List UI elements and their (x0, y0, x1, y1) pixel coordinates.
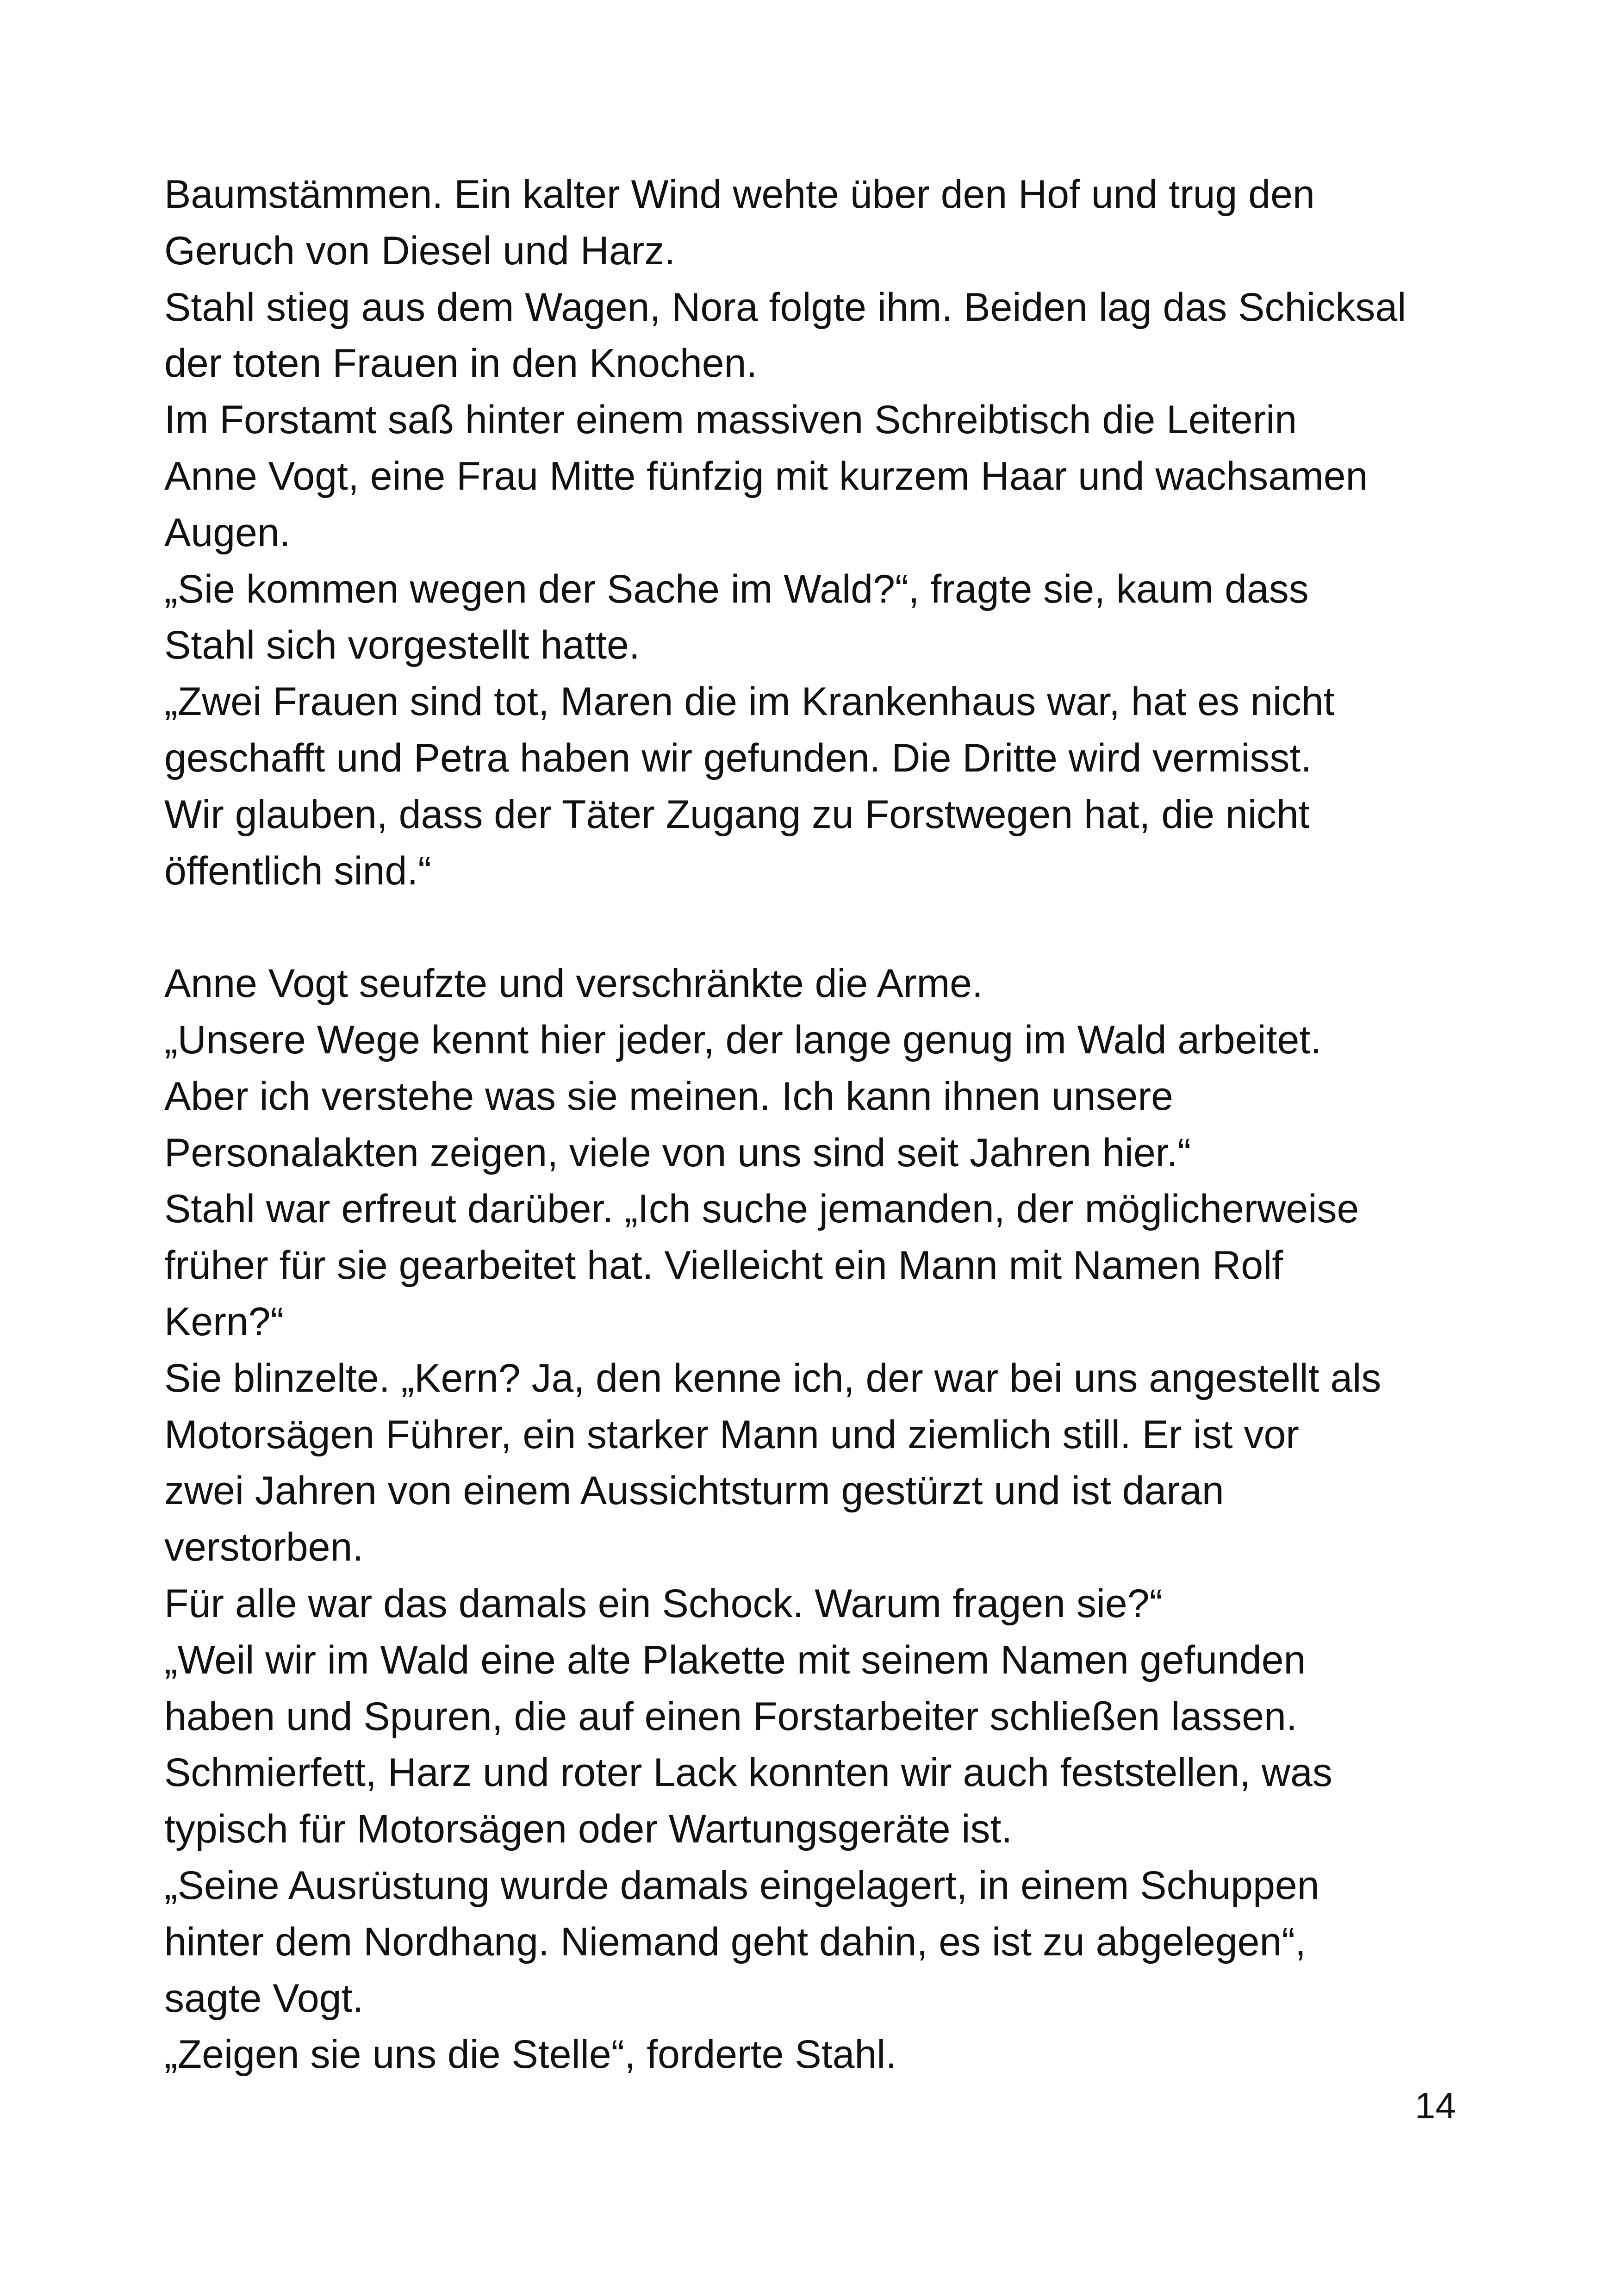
text-line: Im Forstamt saß hinter einem massiven Schreibtisch die Leiterin (164, 398, 1297, 442)
text-line: früher für sie gearbeitet hat. Vielleicht ein Mann mit Namen Rolf (164, 1243, 1283, 1288)
text-line: „Weil wir im Wald eine alte Plakette mit seinem Namen gefunden (164, 1637, 1306, 1682)
text-line: Schmierfett, Harz und roter Lack konnten wir auch feststellen, was (164, 1750, 1332, 1795)
text-line: „Zwei Frauen sind tot, Maren die im Krankenhaus war, hat es nicht (164, 679, 1335, 724)
text-line: „Sie kommen wegen der Sache im Wald?“, fragte sie, kaum dass (164, 566, 1309, 611)
text-line: Personalakten zeigen, viele von uns sind seit Jahren hier.“ (164, 1130, 1191, 1175)
text-line: „Zeigen sie uns die Stelle“, forderte Stahl. (164, 2032, 897, 2077)
text-line: haben und Spuren, die auf einen Forstarbeiter schließen lassen. (164, 1694, 1297, 1739)
text-line: typisch für Motorsägen oder Wartungsgeräte ist. (164, 1807, 1013, 1852)
text-line: Anne Vogt seufzte und verschränkte die Arme. (164, 961, 983, 1006)
text-line: Stahl sich vorgestellt hatte. (164, 623, 640, 668)
text-line: Baumstämmen. Ein kalter Wind wehte über den Hof und trug den (164, 172, 1315, 217)
text-line: Für alle war das damals ein Schock. Warum fragen sie?“ (164, 1581, 1163, 1626)
text-line: sagte Vogt. (164, 1976, 364, 2021)
text-line: verstorben. (164, 1525, 364, 1570)
text-line: Stahl war erfreut darüber. „Ich suche jemanden, der möglicherweise (164, 1187, 1359, 1232)
text-line: öffentlich sind.“ (164, 848, 431, 893)
text-line: hinter dem Nordhang. Niemand geht dahin, es ist zu abgelegen“, (164, 1919, 1306, 1964)
text-line: Geruch von Diesel und Harz. (164, 228, 676, 273)
text-line: Wir glauben, dass der Täter Zugang zu Forstwegen hat, die nicht (164, 792, 1310, 837)
text-line: „Seine Ausrüstung wurde damals eingelagert, in einem Schuppen (164, 1863, 1319, 1908)
text-line: „Unsere Wege kennt hier jeder, der lange genug im Wald arbeitet. (164, 1017, 1322, 1062)
text-line: Kern?“ (164, 1299, 284, 1344)
text-line: geschafft und Petra haben wir gefunden. Die Dritte wird vermisst. (164, 735, 1312, 780)
text-line: Sie blinzelte. „Kern? Ja, den kenne ich, der war bei uns angestellt als (164, 1356, 1382, 1400)
page-number: 14 (1415, 2085, 1456, 2126)
text-line: Stahl stieg aus dem Wagen, Nora folgte ihm. Beiden lag das Schicksal (164, 285, 1406, 330)
text-line: Augen. (164, 510, 291, 555)
text-line: Anne Vogt, eine Frau Mitte fünfzig mit kurzem Haar und wachsamen (164, 454, 1368, 498)
text-line: Aber ich verstehe was sie meinen. Ich kann ihnen unsere (164, 1074, 1173, 1119)
body-text (164, 167, 1497, 2083)
paragraph-gap (164, 899, 1497, 956)
text-line: zwei Jahren von einem Aussichtsturm gestürzt und ist daran (164, 1468, 1224, 1513)
text-line: Motorsägen Führer, ein starker Mann und ziemlich still. Er ist vor (164, 1412, 1299, 1457)
text-line: der toten Frauen in den Knochen. (164, 341, 758, 386)
